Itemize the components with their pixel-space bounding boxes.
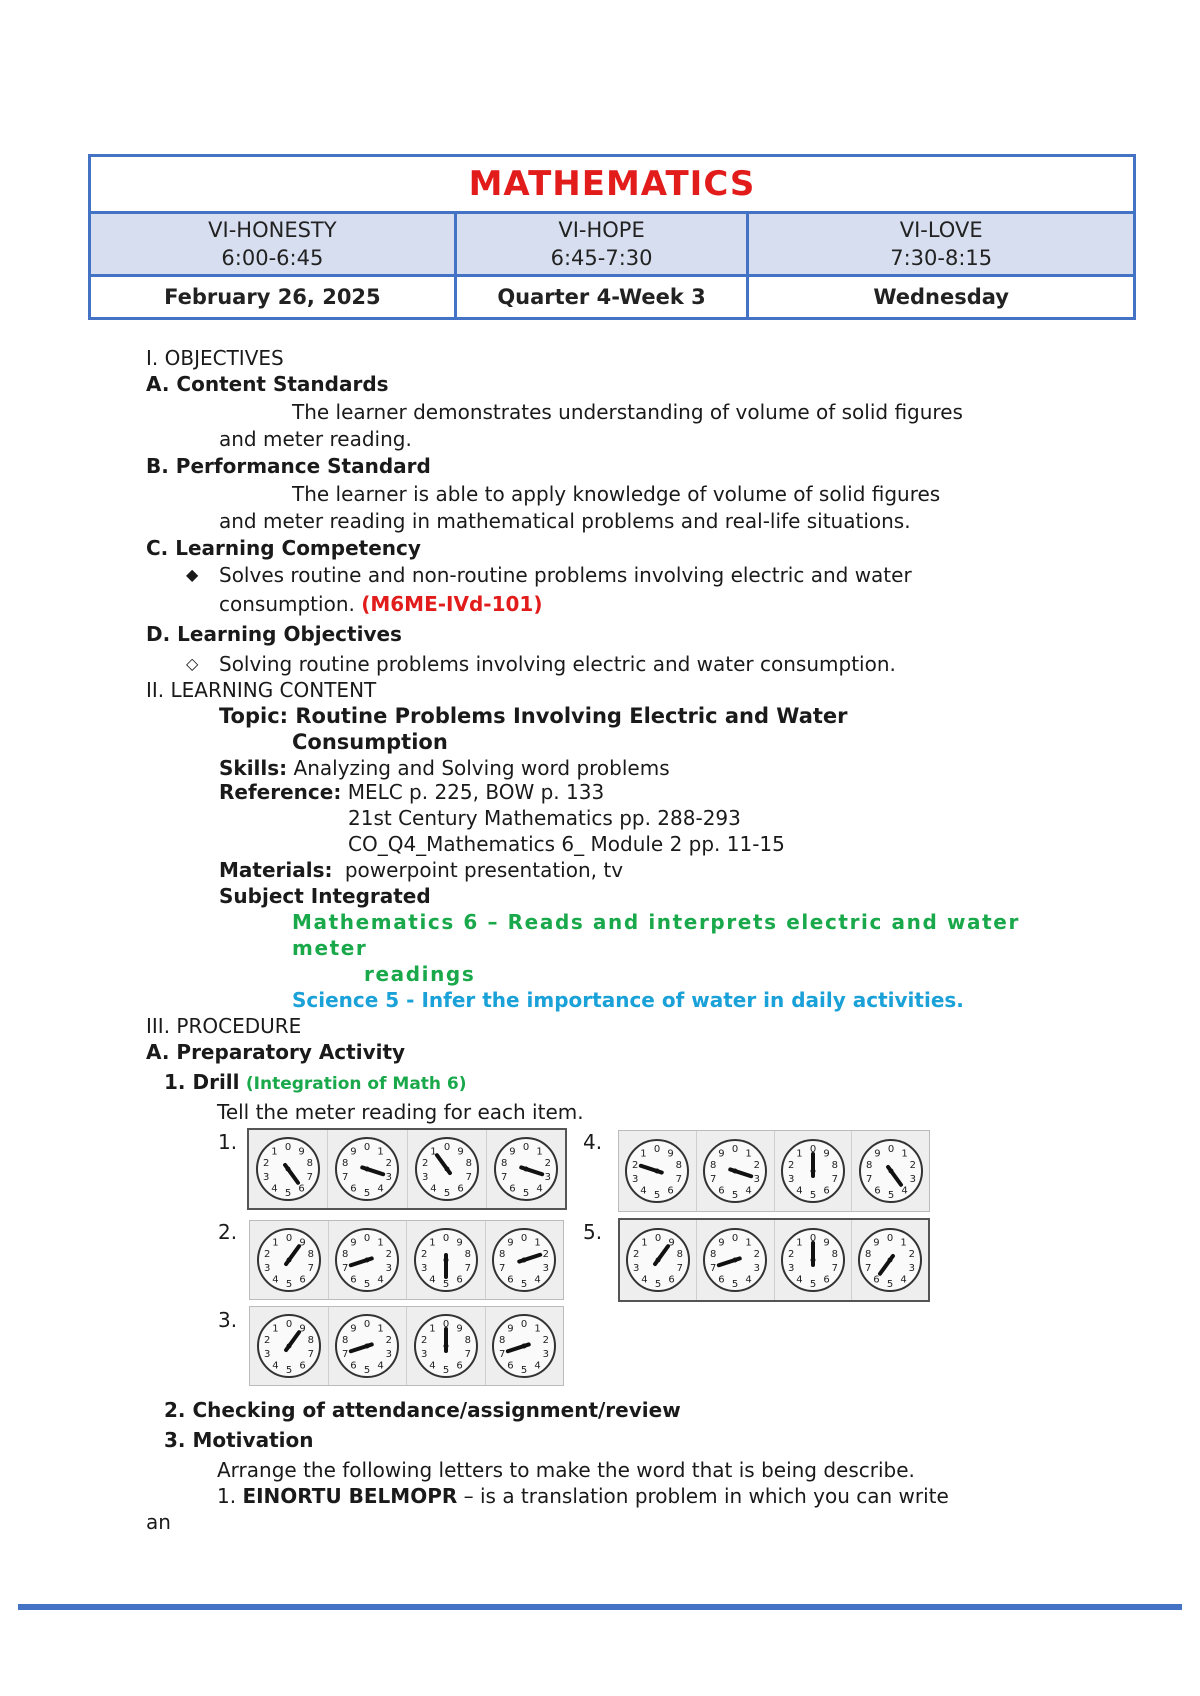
svg-text:4: 4 (745, 1185, 752, 1197)
svg-text:1: 1 (429, 1323, 436, 1335)
svg-text:8: 8 (831, 1159, 838, 1171)
drill-instruction: Tell the meter reading for each item. (217, 1100, 584, 1124)
meter-image (618, 1218, 930, 1302)
svg-text:4: 4 (900, 1185, 908, 1197)
svg-text:6: 6 (299, 1360, 306, 1372)
svg-text:5: 5 (285, 1365, 292, 1376)
svg-text:3: 3 (754, 1263, 761, 1275)
svg-text:0: 0 (654, 1233, 662, 1244)
svg-text:6: 6 (509, 1183, 516, 1195)
meter-dial (486, 1307, 564, 1385)
svg-text:1: 1 (900, 1237, 907, 1249)
svg-text:3: 3 (386, 1172, 393, 1184)
svg-text:1: 1 (271, 1146, 278, 1158)
section-name: VI-LOVE (899, 218, 983, 242)
svg-text:4: 4 (272, 1360, 279, 1372)
svg-text:7: 7 (464, 1263, 471, 1275)
meter-dial (328, 1130, 407, 1208)
motivation-item-text: – is a translation problem in which you can write (463, 1484, 949, 1508)
svg-text:8: 8 (464, 1334, 471, 1346)
svg-text:9: 9 (507, 1323, 514, 1335)
meter-image (618, 1130, 930, 1212)
meter-dial (852, 1131, 929, 1211)
svg-text:8: 8 (864, 1248, 872, 1260)
content-standards-heading: A. Content Standards (146, 372, 389, 396)
section-time: 7:30-8:15 (890, 246, 993, 270)
svg-text:5: 5 (443, 1188, 450, 1199)
meter-dial (620, 1220, 697, 1300)
svg-text:0: 0 (285, 1233, 292, 1244)
skills-value: Analyzing and Solving word problems (293, 756, 670, 780)
svg-text:0: 0 (442, 1319, 449, 1330)
svg-text:9: 9 (873, 1237, 880, 1249)
svg-text:9: 9 (298, 1146, 305, 1158)
section-cell-hope (455, 213, 748, 276)
svg-text:0: 0 (809, 1144, 817, 1155)
svg-text:2: 2 (909, 1159, 916, 1171)
svg-text:6: 6 (668, 1274, 675, 1286)
svg-text:6: 6 (667, 1185, 675, 1197)
svg-text:8: 8 (342, 1248, 349, 1260)
meter-dial (329, 1307, 408, 1385)
motivation-item-number: 1. (217, 1484, 237, 1508)
competency-text: Solves routine and non-routine problems involving electric and water (219, 563, 912, 587)
svg-text:5: 5 (364, 1188, 371, 1199)
svg-text:5: 5 (442, 1279, 449, 1290)
svg-text:6: 6 (873, 1274, 880, 1286)
meter-item-label: 4. (583, 1130, 603, 1154)
svg-text:4: 4 (900, 1274, 907, 1286)
svg-text:3: 3 (753, 1174, 761, 1186)
svg-text:9: 9 (456, 1146, 464, 1158)
svg-text:5: 5 (886, 1279, 894, 1290)
svg-text:1: 1 (745, 1237, 753, 1249)
svg-text:7: 7 (465, 1172, 472, 1184)
svg-text:0: 0 (887, 1144, 894, 1155)
skills-label: Skills: (219, 756, 288, 780)
learning-competency-heading: C. Learning Competency (146, 536, 421, 560)
svg-text:5: 5 (521, 1365, 528, 1376)
svg-text:7: 7 (676, 1174, 683, 1186)
svg-text:6: 6 (718, 1274, 726, 1286)
svg-text:4: 4 (641, 1274, 648, 1286)
materials-value: powerpoint presentation, tv (344, 858, 624, 882)
learning-content-heading: II. LEARNING CONTENT (146, 678, 377, 702)
svg-text:2: 2 (633, 1248, 640, 1260)
meter-dial (619, 1131, 697, 1211)
svg-text:2: 2 (385, 1334, 393, 1346)
svg-text:3: 3 (908, 1263, 915, 1275)
svg-text:6: 6 (298, 1183, 305, 1195)
integration-math-cont: meter (292, 936, 368, 960)
svg-text:2: 2 (632, 1159, 639, 1171)
section-name: VI-HOPE (558, 218, 645, 242)
motivation-item-text-cont: an (146, 1510, 171, 1534)
svg-text:2: 2 (542, 1248, 550, 1260)
svg-text:9: 9 (299, 1323, 306, 1335)
svg-text:5: 5 (809, 1190, 817, 1201)
drill-label: 1. Drill (164, 1070, 240, 1094)
svg-text:2: 2 (421, 1157, 428, 1169)
svg-text:4: 4 (796, 1185, 803, 1197)
svg-text:9: 9 (718, 1148, 725, 1160)
svg-text:6: 6 (873, 1185, 881, 1197)
svg-text:9: 9 (509, 1146, 516, 1158)
svg-text:3: 3 (420, 1263, 428, 1275)
integration-science: Science 5 - Infer the importance of water in daily activities. (292, 988, 964, 1012)
svg-text:0: 0 (284, 1142, 292, 1153)
svg-text:6: 6 (507, 1274, 514, 1286)
svg-text:4: 4 (429, 1183, 437, 1195)
svg-text:3: 3 (385, 1263, 393, 1275)
meter-dial (775, 1220, 852, 1300)
svg-text:0: 0 (522, 1142, 530, 1153)
svg-text:6: 6 (456, 1274, 463, 1286)
svg-text:7: 7 (831, 1263, 838, 1275)
svg-text:5: 5 (522, 1188, 530, 1199)
svg-text:8: 8 (465, 1157, 472, 1169)
meter-dial (697, 1220, 774, 1300)
svg-text:2: 2 (542, 1334, 550, 1346)
svg-text:0: 0 (886, 1233, 894, 1244)
performance-standard-text-cont: and meter reading in mathematical problems and real-life situations. (219, 509, 911, 533)
svg-text:6: 6 (718, 1185, 725, 1197)
section-time: 6:45-7:30 (550, 246, 653, 270)
svg-text:8: 8 (710, 1248, 717, 1260)
svg-text:3: 3 (385, 1349, 393, 1361)
svg-text:9: 9 (823, 1148, 830, 1160)
svg-text:5: 5 (364, 1365, 371, 1376)
svg-text:7: 7 (307, 1263, 314, 1275)
svg-text:4: 4 (377, 1274, 384, 1286)
svg-text:1: 1 (900, 1148, 908, 1160)
svg-text:4: 4 (536, 1183, 543, 1195)
svg-text:5: 5 (284, 1188, 292, 1199)
svg-text:2: 2 (787, 1159, 795, 1171)
svg-text:0: 0 (285, 1319, 292, 1330)
meter-dial (329, 1221, 408, 1299)
meter-item-label: 5. (583, 1220, 603, 1244)
svg-text:8: 8 (865, 1159, 872, 1171)
svg-text:3: 3 (909, 1174, 916, 1186)
svg-text:9: 9 (456, 1237, 463, 1249)
svg-text:3: 3 (542, 1263, 550, 1275)
svg-text:2: 2 (754, 1248, 761, 1260)
svg-text:8: 8 (307, 1248, 314, 1260)
svg-text:2: 2 (787, 1248, 794, 1260)
svg-text:9: 9 (456, 1323, 463, 1335)
content-standards-text-cont: and meter reading. (219, 427, 412, 451)
svg-text:7: 7 (499, 1349, 506, 1361)
svg-text:7: 7 (499, 1263, 506, 1275)
svg-text:3: 3 (632, 1174, 639, 1186)
meter-item-label: 1. (218, 1130, 238, 1154)
svg-text:6: 6 (507, 1360, 514, 1372)
svg-text:3: 3 (787, 1174, 795, 1186)
competency-code: (M6ME-IVd-101) (361, 592, 543, 616)
svg-text:6: 6 (823, 1185, 830, 1197)
svg-text:4: 4 (534, 1274, 541, 1286)
svg-text:2: 2 (753, 1159, 761, 1171)
integration-math-cont: readings (364, 962, 476, 986)
svg-text:1: 1 (795, 1237, 803, 1249)
svg-text:8: 8 (500, 1157, 508, 1169)
meter-dial (775, 1131, 853, 1211)
svg-text:3: 3 (787, 1263, 794, 1275)
svg-text:7: 7 (464, 1349, 471, 1361)
svg-text:1: 1 (534, 1323, 541, 1335)
svg-text:0: 0 (521, 1319, 528, 1330)
svg-text:5: 5 (442, 1365, 449, 1376)
svg-text:2: 2 (263, 1334, 271, 1346)
svg-text:9: 9 (350, 1146, 358, 1158)
svg-text:4: 4 (534, 1360, 541, 1372)
section-time: 6:00-6:45 (221, 246, 324, 270)
svg-text:1: 1 (377, 1237, 384, 1249)
svg-text:4: 4 (272, 1274, 279, 1286)
meter-dial (697, 1131, 775, 1211)
svg-text:7: 7 (676, 1263, 684, 1275)
day-cell: Wednesday (748, 276, 1135, 319)
svg-text:0: 0 (442, 1233, 449, 1244)
svg-text:4: 4 (377, 1183, 385, 1195)
svg-text:1: 1 (429, 1237, 436, 1249)
svg-text:0: 0 (654, 1144, 661, 1155)
svg-text:1: 1 (377, 1323, 384, 1335)
svg-text:6: 6 (456, 1183, 464, 1195)
svg-text:8: 8 (342, 1157, 349, 1169)
meter-dial (408, 1130, 487, 1208)
svg-text:1: 1 (534, 1237, 541, 1249)
svg-text:5: 5 (285, 1279, 292, 1290)
objectives-heading: I. OBJECTIVES (146, 346, 284, 370)
svg-text:8: 8 (307, 1334, 314, 1346)
learning-objectives-heading: D. Learning Objectives (146, 622, 402, 646)
svg-text:4: 4 (271, 1183, 278, 1195)
svg-text:4: 4 (745, 1274, 753, 1286)
svg-text:8: 8 (831, 1248, 838, 1260)
svg-text:5: 5 (887, 1190, 894, 1201)
svg-text:2: 2 (263, 1248, 271, 1260)
svg-text:9: 9 (507, 1237, 514, 1249)
svg-text:4: 4 (640, 1185, 648, 1197)
svg-text:2: 2 (420, 1334, 428, 1346)
meter-item-label: 3. (218, 1308, 238, 1332)
svg-text:2: 2 (420, 1248, 428, 1260)
materials-label: Materials: (219, 858, 333, 882)
svg-text:2: 2 (386, 1157, 393, 1169)
svg-text:0: 0 (364, 1142, 371, 1153)
svg-text:6: 6 (456, 1360, 463, 1372)
svg-text:9: 9 (350, 1323, 357, 1335)
reference-value: CO_Q4_Mathematics 6_ Module 2 pp. 11-15 (348, 832, 785, 856)
svg-text:4: 4 (795, 1274, 803, 1286)
meter-dial (250, 1221, 329, 1299)
svg-text:7: 7 (307, 1349, 314, 1361)
svg-text:9: 9 (873, 1148, 881, 1160)
svg-text:7: 7 (710, 1174, 717, 1186)
meter-dial (249, 1130, 328, 1208)
meter-item-label: 2. (218, 1220, 238, 1244)
section-name: VI-HONESTY (208, 218, 337, 242)
svg-text:1: 1 (796, 1148, 803, 1160)
svg-text:0: 0 (364, 1233, 371, 1244)
svg-text:7: 7 (831, 1174, 838, 1186)
section-cell-love (748, 213, 1135, 276)
svg-text:7: 7 (342, 1263, 349, 1275)
svg-text:1: 1 (429, 1146, 437, 1158)
reference-label: Reference: (219, 780, 342, 804)
meter-dial (852, 1220, 928, 1300)
svg-text:1: 1 (745, 1148, 752, 1160)
svg-text:3: 3 (263, 1263, 271, 1275)
svg-text:3: 3 (633, 1263, 640, 1275)
svg-text:0: 0 (443, 1142, 450, 1153)
svg-text:4: 4 (429, 1360, 436, 1372)
svg-text:8: 8 (710, 1159, 717, 1171)
svg-text:7: 7 (500, 1172, 508, 1184)
svg-text:1: 1 (272, 1323, 279, 1335)
svg-text:8: 8 (464, 1248, 471, 1260)
motivation-instruction: Arrange the following letters to make the word that is being describe. (217, 1458, 915, 1482)
preparatory-activity-heading: A. Preparatory Activity (146, 1040, 406, 1064)
performance-standard-heading: B. Performance Standard (146, 454, 431, 478)
meter-image (249, 1220, 564, 1300)
svg-text:9: 9 (668, 1237, 675, 1249)
section-cell-honesty (90, 213, 456, 276)
svg-text:5: 5 (732, 1279, 739, 1290)
svg-text:2: 2 (908, 1248, 915, 1260)
topic-line-cont: Consumption (292, 730, 448, 754)
svg-text:9: 9 (718, 1237, 726, 1249)
diamond-outline-bullet-icon: ◇ (186, 654, 199, 673)
svg-text:1: 1 (272, 1237, 279, 1249)
competency-text-cont: consumption. (219, 592, 355, 616)
svg-text:8: 8 (342, 1334, 349, 1346)
svg-text:5: 5 (364, 1279, 371, 1290)
svg-text:7: 7 (710, 1263, 717, 1275)
svg-text:5: 5 (654, 1279, 662, 1290)
svg-text:0: 0 (809, 1233, 816, 1244)
svg-text:7: 7 (864, 1263, 872, 1275)
svg-text:7: 7 (342, 1349, 349, 1361)
meter-image (247, 1128, 567, 1210)
svg-text:6: 6 (350, 1274, 357, 1286)
svg-text:5: 5 (521, 1279, 528, 1290)
meter-dial (486, 1221, 564, 1299)
meter-dial (407, 1221, 486, 1299)
footer-line (18, 1604, 1182, 1610)
svg-text:3: 3 (420, 1349, 428, 1361)
svg-text:7: 7 (342, 1172, 349, 1184)
svg-text:0: 0 (732, 1233, 739, 1244)
meter-dial (487, 1130, 565, 1208)
reference-value: 21st Century Mathematics pp. 288-293 (348, 806, 741, 830)
svg-text:9: 9 (667, 1148, 675, 1160)
svg-text:6: 6 (822, 1274, 830, 1286)
svg-text:0: 0 (731, 1144, 739, 1155)
svg-text:5: 5 (809, 1279, 816, 1290)
meter-dial (407, 1307, 486, 1385)
svg-text:9: 9 (299, 1237, 306, 1249)
content-standards-text: The learner demonstrates understanding of volume of solid figures (292, 400, 963, 424)
svg-text:3: 3 (421, 1172, 428, 1184)
svg-text:1: 1 (536, 1146, 543, 1158)
svg-text:2: 2 (263, 1157, 270, 1169)
svg-text:1: 1 (377, 1146, 385, 1158)
svg-text:8: 8 (499, 1334, 506, 1346)
svg-text:8: 8 (676, 1248, 684, 1260)
svg-text:3: 3 (544, 1172, 551, 1184)
svg-text:6: 6 (350, 1183, 358, 1195)
svg-text:7: 7 (865, 1174, 872, 1186)
header-table (88, 154, 1136, 320)
meter-image (249, 1306, 564, 1386)
svg-text:0: 0 (521, 1233, 528, 1244)
diamond-bullet-icon: ◆ (186, 565, 199, 584)
svg-text:2: 2 (544, 1157, 551, 1169)
svg-text:8: 8 (306, 1157, 314, 1169)
drill-integration-note: (Integration of Math 6) (245, 1074, 467, 1094)
svg-text:3: 3 (263, 1172, 270, 1184)
svg-text:6: 6 (299, 1274, 306, 1286)
svg-text:9: 9 (350, 1237, 357, 1249)
svg-text:1: 1 (640, 1148, 648, 1160)
svg-text:1: 1 (641, 1237, 648, 1249)
svg-text:2: 2 (385, 1248, 393, 1260)
svg-text:8: 8 (676, 1159, 683, 1171)
date-cell: February 26, 2025 (90, 276, 456, 319)
subject-integrated-label: Subject Integrated (219, 884, 431, 908)
motivation-heading: 3. Motivation (164, 1428, 314, 1452)
meter-dial (250, 1307, 329, 1385)
objective-text: Solving routine problems involving electric and water consumption. (219, 652, 896, 676)
performance-standard-text: The learner is able to apply knowledge of volume of solid figures (292, 482, 941, 506)
quarter-cell: Quarter 4-Week 3 (455, 276, 748, 319)
svg-text:9: 9 (822, 1237, 830, 1249)
svg-text:3: 3 (263, 1349, 271, 1361)
svg-text:4: 4 (429, 1274, 436, 1286)
svg-text:5: 5 (731, 1190, 739, 1201)
scrambled-word: EINORTU BELMOPR (242, 1484, 458, 1508)
svg-text:3: 3 (542, 1349, 550, 1361)
svg-text:6: 6 (350, 1360, 357, 1372)
checking-heading: 2. Checking of attendance/assignment/review (164, 1398, 681, 1422)
integration-math: Mathematics 6 – Reads and interprets electric and water (292, 910, 1020, 934)
topic-line: Topic: Routine Problems Involving Electric and Water (219, 704, 848, 728)
svg-text:5: 5 (654, 1190, 661, 1201)
document-title: MATHEMATICS (90, 156, 1135, 213)
svg-text:8: 8 (499, 1248, 506, 1260)
svg-text:4: 4 (377, 1360, 384, 1372)
reference-value: MELC p. 225, BOW p. 133 (347, 780, 605, 804)
svg-text:7: 7 (306, 1172, 314, 1184)
svg-text:0: 0 (364, 1319, 371, 1330)
procedure-heading: III. PROCEDURE (146, 1014, 302, 1038)
